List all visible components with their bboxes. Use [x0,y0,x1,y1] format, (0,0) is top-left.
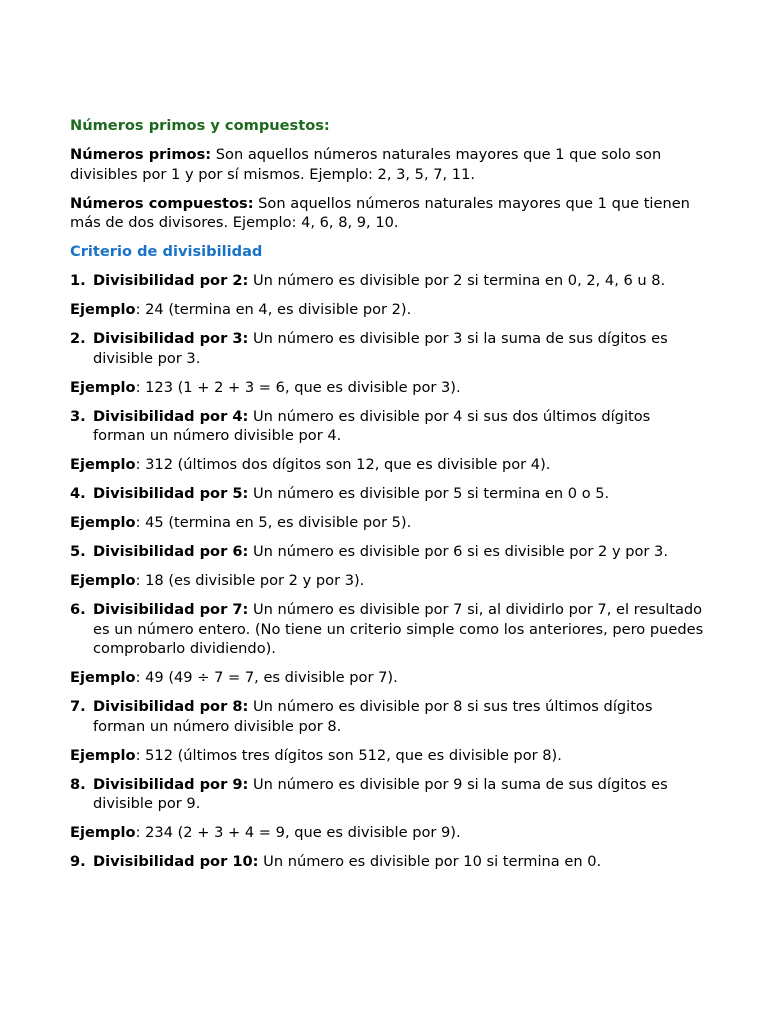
criterion-number: 1. [70,272,86,289]
criterion-text: Un número es divisible por 2 si termina en 0, 2, 4, 6 u 8. [248,272,666,289]
criterion-title: Divisibilidad por 4: [93,407,249,425]
primes-definition [70,145,706,184]
criterion-item [70,775,706,814]
example-label: Ejemplo [70,301,136,318]
example-label: Ejemplo [70,456,136,473]
criterion-title: Divisibilidad por 7: [93,601,249,618]
criterion-number: 5. [70,543,86,560]
example-text: : 123 (1 + 2 + 3 = 6, que es divisible por 3). [135,378,461,396]
criterion-title: Divisibilidad por 2: [93,272,249,289]
example-line [70,455,706,475]
criterion-number: 2. [70,330,86,347]
composites-definition [70,194,706,233]
example-text: : 312 (últimos dos dígitos son 12, que es divisible por 4). [135,456,551,473]
example-line [70,746,706,766]
criterion-text: Un número es divisible por 10 si termina en 0. [258,853,602,870]
criterion-text: Un número es divisible por 5 si termina en 0 o 5. [248,485,610,502]
criterion-text: Un número es divisible por 3 si la suma de sus dígitos es divisible por 3. [93,330,668,367]
criterion-text: Un número es divisible por 9 si la suma de sus dígitos es divisible por 9. [93,775,668,812]
example-line [70,823,706,843]
criterion-number: 9. [70,853,86,870]
heading-divisibility-criteria: Criterio de divisibilidad [70,243,263,260]
example-text: : 234 (2 + 3 + 4 = 9, que es divisible por 9). [135,824,461,841]
criterion-item [70,600,706,659]
example-line [70,571,706,591]
example-line [70,513,706,533]
criterion-body [93,271,706,291]
criterion-item [70,484,706,504]
composites-label: Números compuestos: [70,194,254,212]
criterion-body [93,852,706,872]
heading-primes-composites: Números primos y compuestos: [70,117,330,134]
criterion-item [70,407,706,446]
composites-text: Son aquellos números naturales mayores que 1 que tienen más de dos divisores. Ejemplo: 4, 6, 8, 9, 10. [70,194,690,231]
criterion-body [93,329,706,368]
criterion-title: Divisibilidad por 6: [93,543,249,560]
criterion-title: Divisibilidad por 5: [93,485,249,502]
example-line [70,300,706,320]
criterion-text: Un número es divisible por 7 si, al dividirlo por 7, el resultado es un número entero. (No tiene un criterio simple como los anteriores, pero puedes comprobarlo dividiendo). [93,601,704,657]
example-text: : 512 (últimos tres dígitos son 512, que es divisible por 8). [135,746,562,764]
criterion-number: 3. [70,407,86,425]
criterion-item [70,329,706,368]
criterion-item [70,697,706,736]
example-text: : 18 (es divisible por 2 y por 3). [135,572,365,589]
criterion-title: Divisibilidad por 3: [93,330,249,347]
criterion-body [93,542,706,562]
criteria-list [70,271,706,872]
example-text: : 45 (termina en 5, es divisible por 5). [135,514,412,531]
example-label: Ejemplo [70,514,136,531]
example-label: Ejemplo [70,378,136,396]
example-line [70,378,706,398]
criterion-number: 6. [70,601,86,618]
example-label: Ejemplo [70,824,136,841]
criterion-body [93,775,706,814]
criterion-item [70,271,706,291]
example-text: : 49 (49 ÷ 7 = 7, es divisible por 7). [135,669,398,686]
criterion-number: 8. [70,775,86,793]
criterion-title: Divisibilidad por 8: [93,698,249,715]
example-text: : 24 (termina en 4, es divisible por 2). [135,301,412,318]
criterion-body [93,484,706,504]
criterion-title: Divisibilidad por 9: [93,775,249,793]
primes-label: Números primos: [70,146,212,163]
criterion-text: Un número es divisible por 4 si sus dos últimos dígitos forman un número divisible por 4. [93,407,651,444]
criterion-body [93,697,706,736]
primes-text: Son aquellos números naturales mayores que 1 que solo son divisibles por 1 y por sí mismos. Ejemplo: 2, 3, 5, 7, 11. [70,146,662,183]
criterion-text: Un número es divisible por 6 si es divisible por 2 y por 3. [248,543,668,560]
example-label: Ejemplo [70,669,136,686]
criterion-title: Divisibilidad por 10: [93,853,259,870]
criterion-text: Un número es divisible por 8 si sus tres últimos dígitos forman un número divisible por 8. [93,698,653,735]
criterion-number: 4. [70,485,86,502]
criterion-body [93,600,706,659]
criterion-number: 7. [70,698,86,715]
document-page [70,116,706,881]
example-label: Ejemplo [70,572,136,589]
criterion-item [70,852,706,872]
criterion-body [93,407,706,446]
example-line [70,668,706,688]
example-label: Ejemplo [70,746,136,764]
criterion-item [70,542,706,562]
